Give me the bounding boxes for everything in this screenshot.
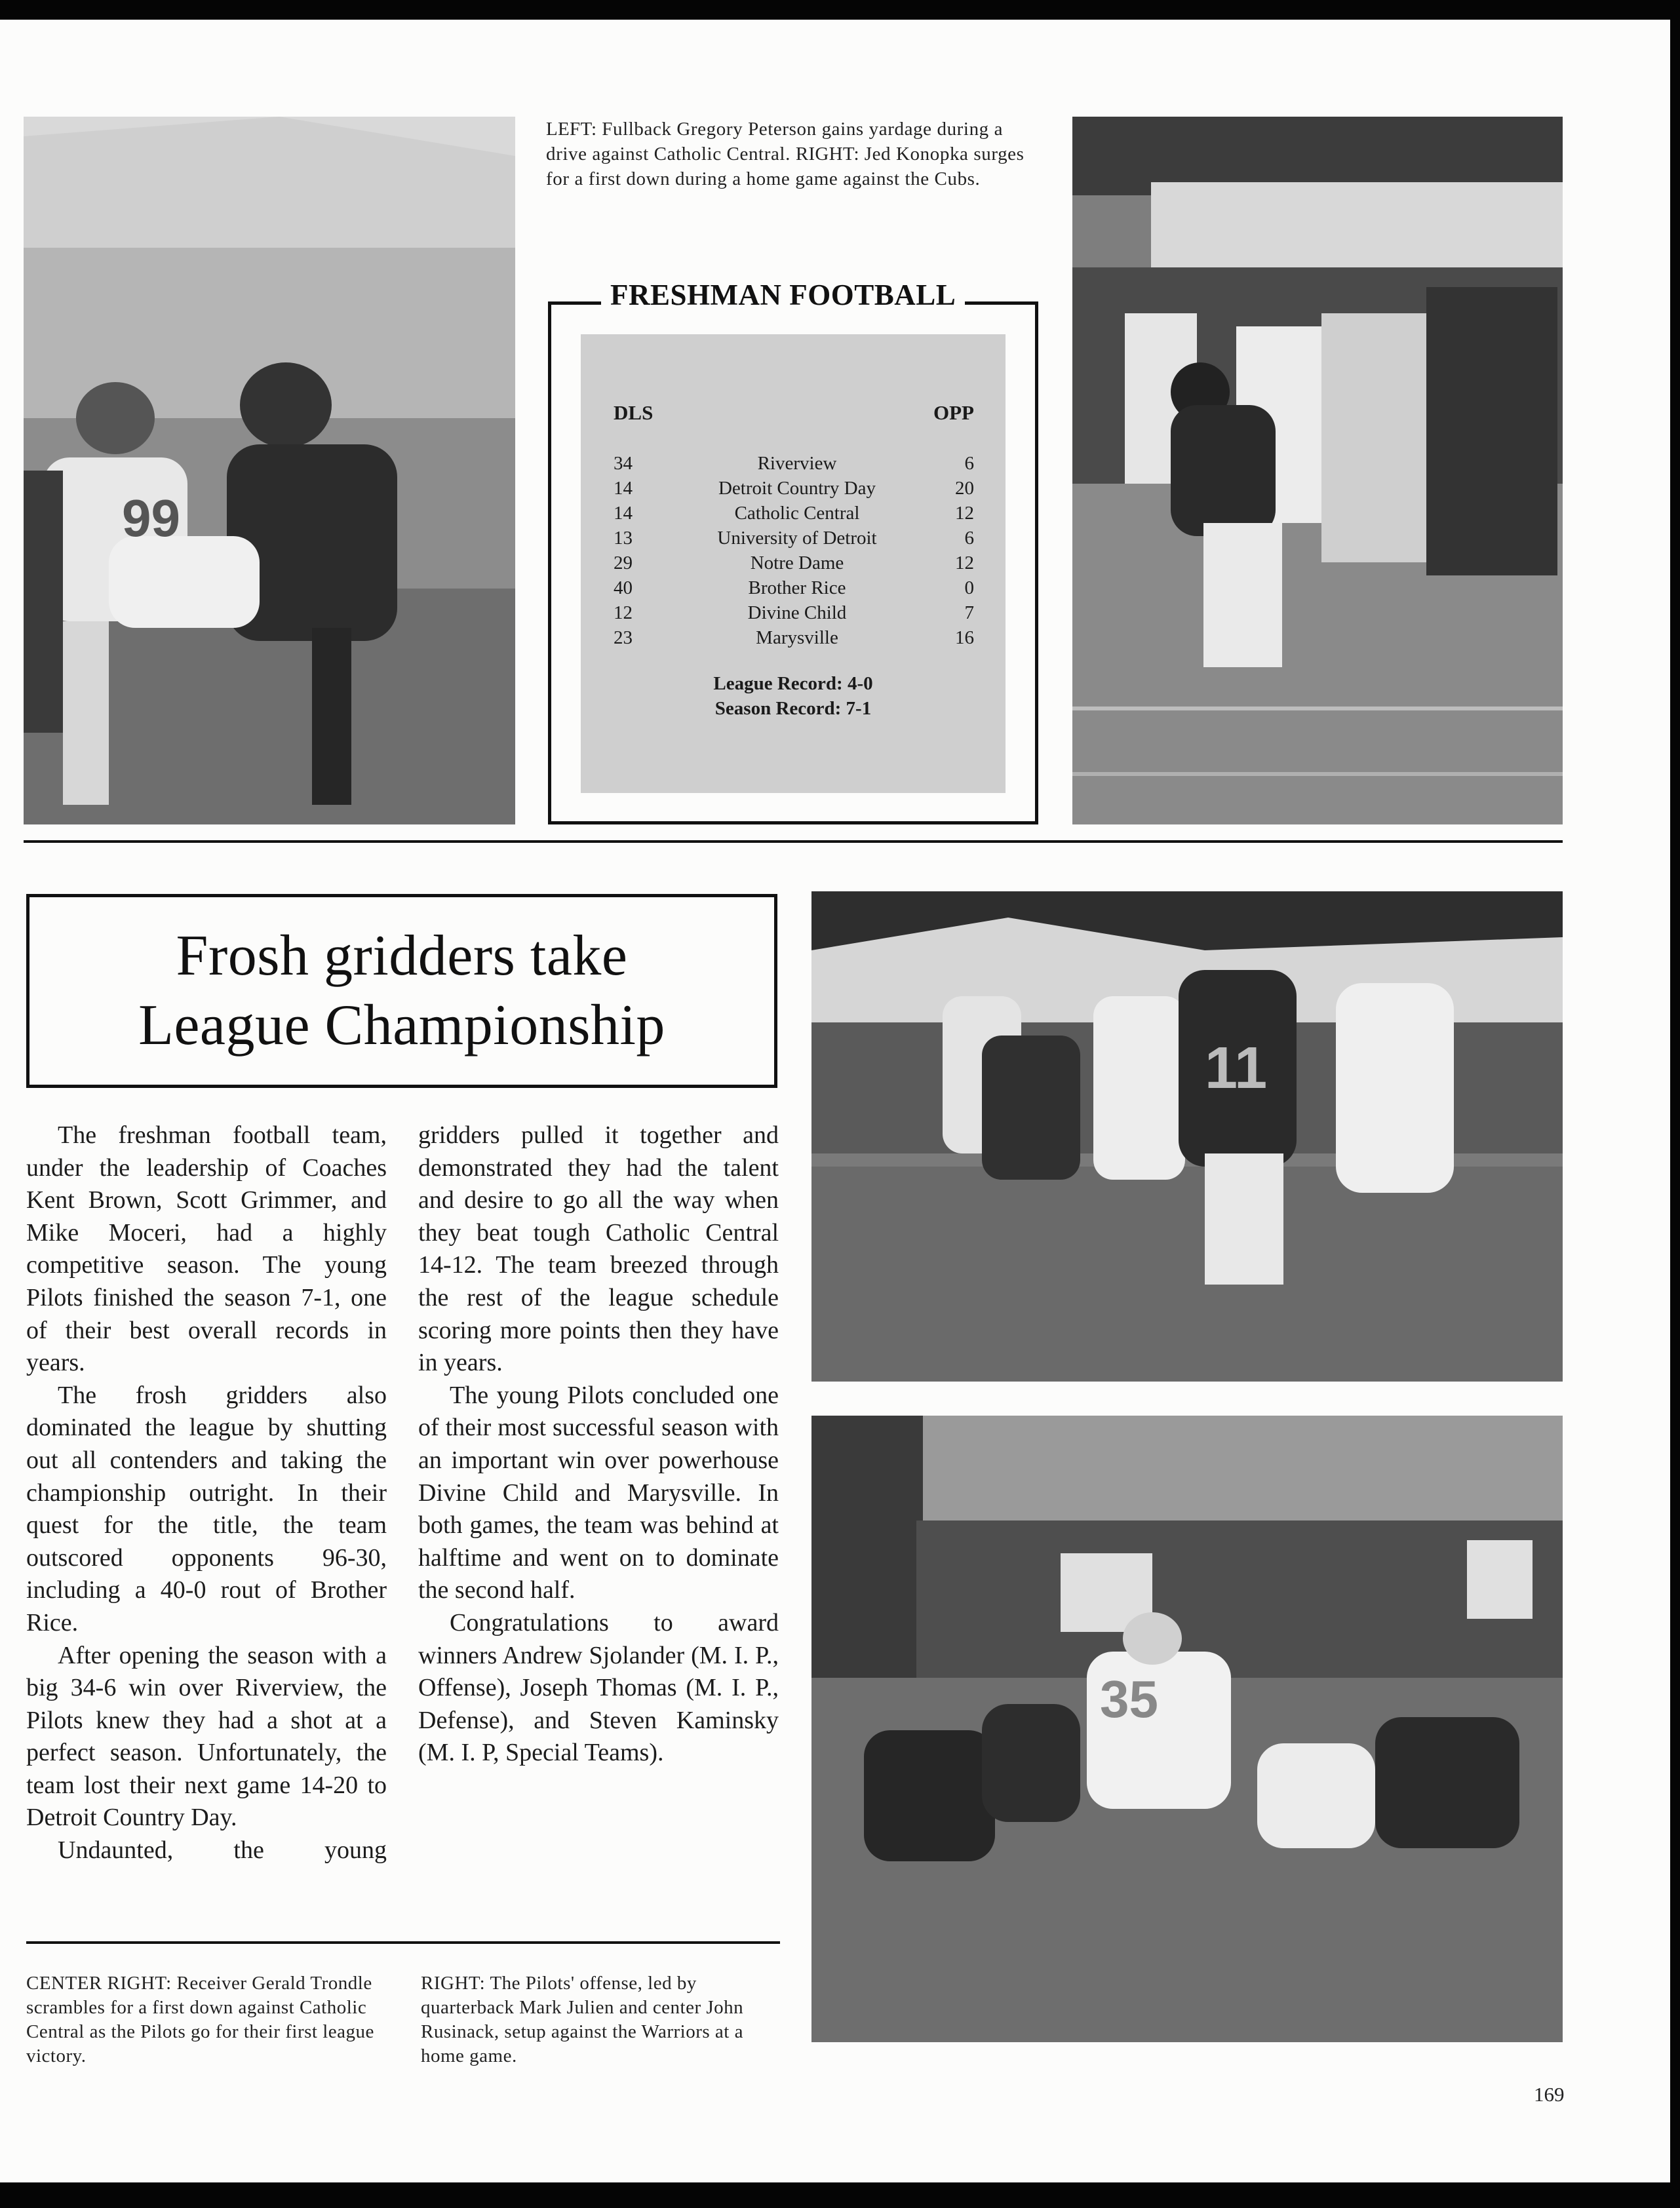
section-divider bbox=[24, 840, 1563, 843]
article-paragraph: The young Pilots concluded one of their most successful season with an important win over powerhouse Divine Child and Marysville. In both games, the team was behind at halftime and went on to dominate the second half. bbox=[418, 1381, 779, 1604]
opp-score: 20 bbox=[955, 478, 974, 499]
headline bbox=[138, 921, 665, 1060]
jersey-number: 99 bbox=[122, 489, 180, 547]
game-row bbox=[614, 501, 974, 526]
opp-score: 6 bbox=[964, 453, 974, 474]
opp-score: 0 bbox=[964, 577, 974, 598]
dls-score: 13 bbox=[614, 528, 633, 549]
dls-score: 14 bbox=[614, 478, 633, 499]
caption-right-text: Jed Konopka surges for a first down during a home game against the Cubs. bbox=[546, 144, 1025, 189]
opp-score: 12 bbox=[955, 503, 974, 524]
game-row bbox=[614, 600, 974, 625]
center-right-caption: CENTER RIGHT: Receiver Gerald Trondle scrambles for a first down against Catholic Central as the Pilots go for their first league victory. bbox=[26, 1973, 374, 2066]
season-record: Season Record: 7-1 bbox=[714, 698, 872, 719]
league-record: League Record: 4-0 bbox=[713, 673, 873, 694]
article-paragraph: Congratulations to award winners Andrew Sjolander (M. I. P., Offense), Joseph Thomas (M. I. P., Defense), and Steven Kaminsky (M. I. P, Special Teams). bbox=[418, 1608, 779, 1767]
caption-left-label: LEFT: bbox=[546, 119, 597, 140]
opponent-name: Riverview bbox=[757, 453, 837, 474]
opponent-name: Marysville bbox=[756, 627, 838, 648]
photo-fullback-peterson bbox=[24, 117, 515, 824]
yearbook-page bbox=[0, 20, 1670, 2182]
game-row bbox=[614, 575, 974, 600]
article-paragraph: The frosh gridders also dominated the league by shutting out all contenders and taking the championship outright. In their quest for the title, the team outscored opponents 96-30, including a 40-0 rout of Brother Rice. bbox=[26, 1381, 387, 1637]
opponent-name: Catholic Central bbox=[734, 503, 860, 524]
opponent-header: OPP bbox=[933, 401, 974, 424]
scoreboard-title: FRESHMAN FOOTBALL bbox=[601, 278, 965, 312]
opp-score: 16 bbox=[955, 627, 974, 648]
opp-score: 12 bbox=[955, 552, 974, 573]
dls-score: 23 bbox=[614, 627, 633, 648]
opponent-name: University of Detroit bbox=[717, 528, 877, 549]
dls-score: 29 bbox=[614, 552, 633, 573]
photo-konopka-first-down bbox=[1072, 117, 1563, 824]
opponent-name: Brother Rice bbox=[748, 577, 846, 598]
opp-score: 6 bbox=[964, 528, 974, 549]
game-row bbox=[614, 625, 974, 650]
game-row bbox=[614, 551, 974, 575]
dls-score: 12 bbox=[614, 602, 633, 623]
scoreboard-rows bbox=[614, 451, 974, 650]
dls-score: 40 bbox=[614, 577, 633, 598]
caption-divider bbox=[26, 1941, 780, 1944]
article-paragraph: gridders pulled it together and demonstrated they had the talent and desire to go all the way when they beat tough Catholic Central 14-12. The team breezed through the rest of the league schedule scoring more points then they have in years. bbox=[418, 1121, 779, 1377]
game-row bbox=[614, 476, 974, 501]
top-photo-caption bbox=[546, 117, 1044, 191]
opponent-name: Divine Child bbox=[747, 602, 847, 623]
dls-score: 14 bbox=[614, 503, 633, 524]
article-paragraph: Undaunted, the young bbox=[58, 1836, 387, 1865]
opponent-name: Notre Dame bbox=[750, 552, 844, 573]
home-team-header: DLS bbox=[614, 401, 654, 424]
headline-box bbox=[26, 894, 777, 1088]
opp-score: 7 bbox=[964, 602, 974, 623]
caption-left-text: Fullback Gregory Peterson gains yardage during a drive against Catholic Central. bbox=[546, 119, 1004, 165]
page-number: 169 bbox=[1534, 2083, 1565, 2106]
game-row bbox=[614, 451, 974, 476]
jersey-number: 11 bbox=[1205, 1036, 1268, 1101]
opponent-name: Detroit Country Day bbox=[718, 478, 876, 499]
game-row bbox=[614, 526, 974, 551]
right-caption: RIGHT: The Pilots' offense, led by quarterback Mark Julien and center John Rusinack, setup against the Warriors at a home game. bbox=[421, 1973, 744, 2066]
jersey-number: 35 bbox=[1100, 1670, 1158, 1728]
caption-right-label: RIGHT: bbox=[795, 144, 859, 165]
photo-pilots-offense bbox=[811, 1416, 1563, 2042]
article-paragraph: The freshman football team, under the leadership of Coaches Kent Brown, Scott Grimmer, and Mike Moceri, had a highly competitive season. The young Pilots finished the season 7-1, one of their best overall records in years. bbox=[26, 1121, 387, 1377]
article-column-1 bbox=[26, 1119, 387, 1867]
photo-receiver-trondle bbox=[811, 891, 1563, 1382]
scoreboard-panel bbox=[581, 334, 1006, 793]
headline-line-2: League Championship bbox=[138, 994, 665, 1057]
season-records bbox=[581, 671, 1006, 721]
article-paragraph: After opening the season with a big 34-6 win over Riverview, the Pilots knew they had a shot at a perfect season. Unfortunately, the team lost their next game 14-20 to Detroit Country Day. bbox=[26, 1641, 387, 1832]
dls-score: 34 bbox=[614, 453, 633, 474]
headline-line-1: Frosh gridders take bbox=[176, 924, 628, 988]
article-column-2 bbox=[418, 1119, 779, 1770]
